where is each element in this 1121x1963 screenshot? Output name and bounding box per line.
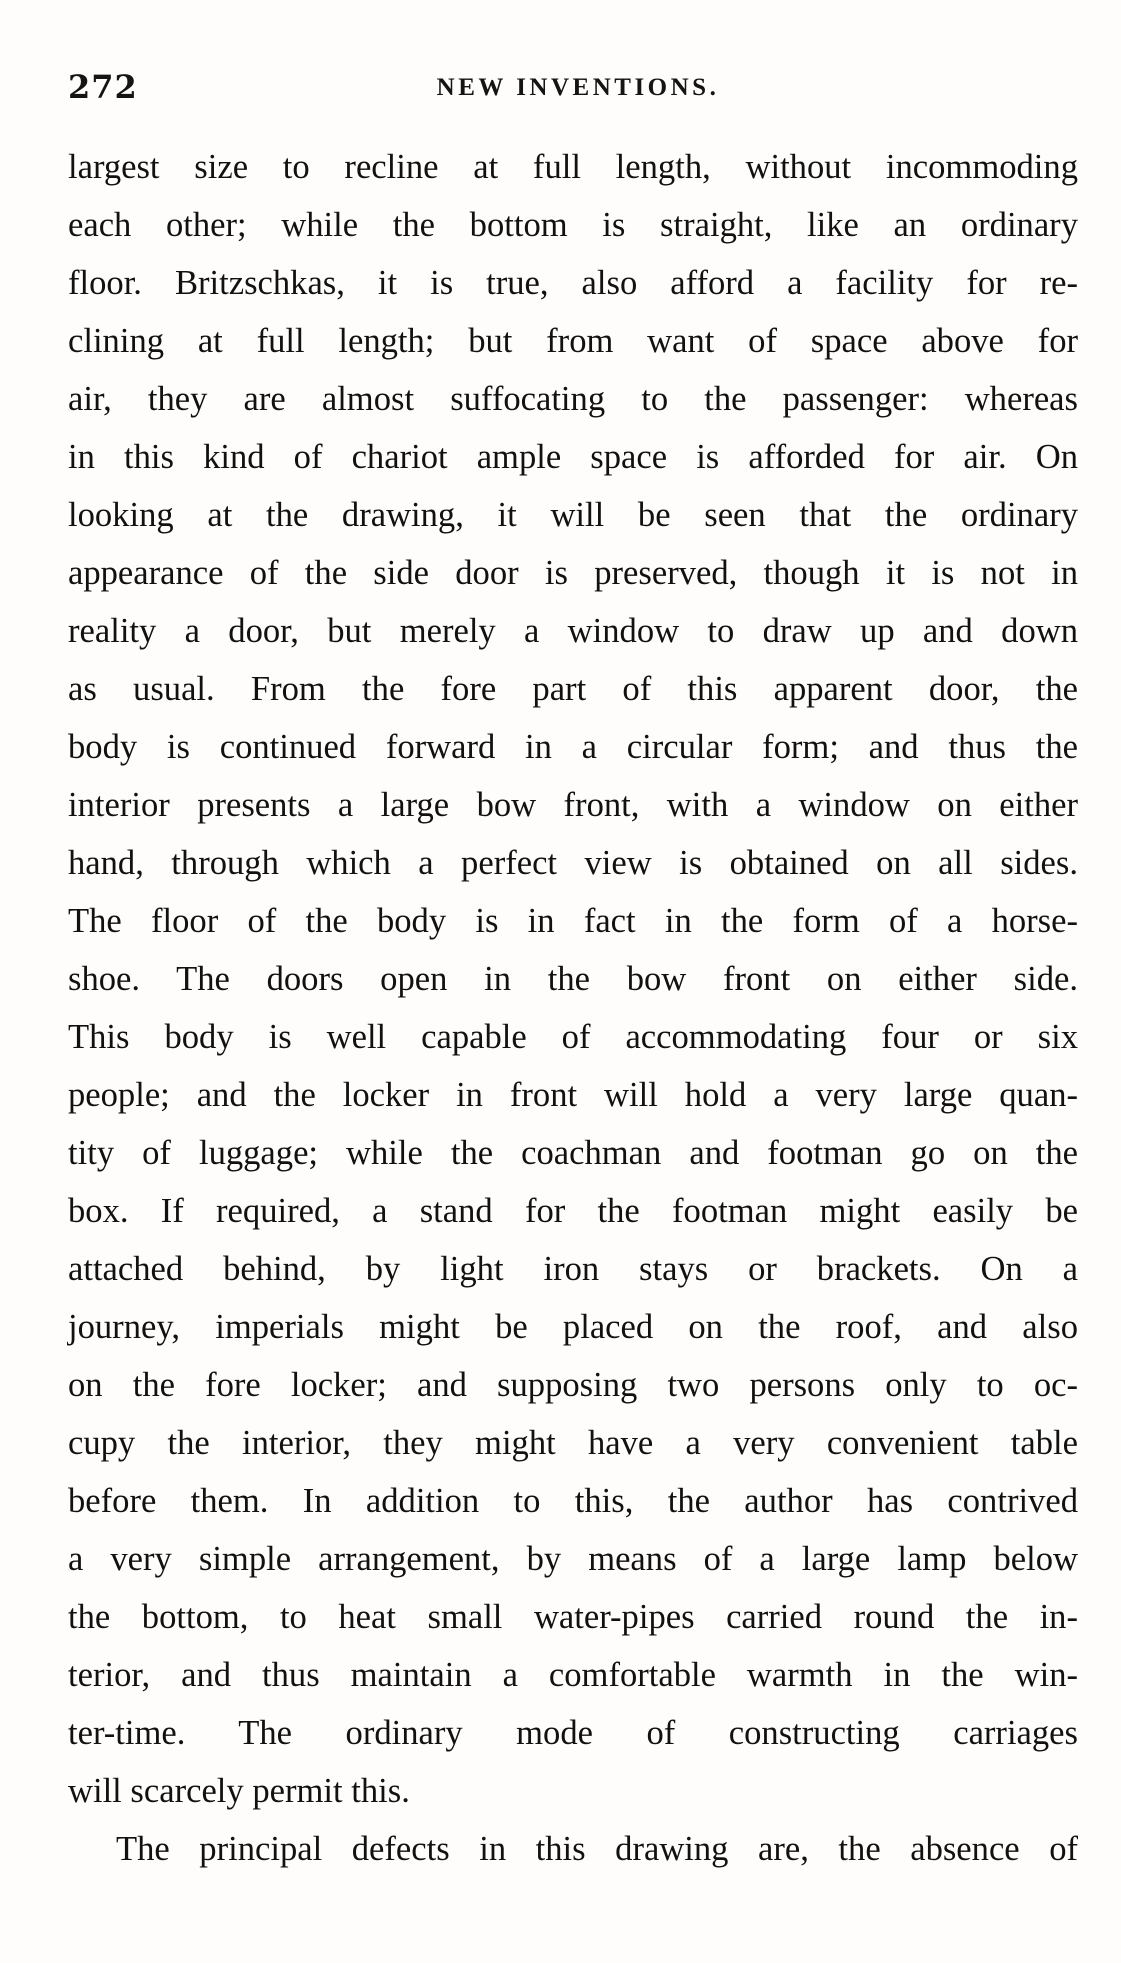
text-line: will scarcely permit this. [68,1772,410,1810]
text-line: shoe. The doors open in the bow front on either side. [68,960,1078,998]
text-line: clining at full length; but from want of space above for [68,322,1078,360]
text-line: as usual. From the fore part of this apparent door, the [68,670,1078,708]
text-line: appearance of the side door is preserved, though it is not in [68,554,1078,592]
text-line: interior presents a large bow front, with a window on either [68,786,1078,824]
text-line: in this kind of chariot ample space is afforded for air. On [68,438,1078,476]
body-text [68,138,1078,1878]
text-line: This body is well capable of accommodating four or six [68,1018,1078,1056]
text-line: looking at the drawing, it will be seen that the ordinary [68,496,1078,534]
text-line: before them. In addition to this, the author has contrived [68,1482,1078,1520]
text-line: The floor of the body is in fact in the form of a horse- [68,902,1078,940]
text-line: body is continued forward in a circular form; and thus the [68,728,1078,766]
running-title: NEW INVENTIONS. [436,74,720,101]
text-line: floor. Britzschkas, it is true, also afford a facility for re- [68,264,1078,302]
page-header [68,68,1078,108]
text-line: air, they are almost suffocating to the passenger: whereas [68,380,1078,418]
paragraph [68,1820,1078,1878]
text-line: people; and the locker in front will hold a very large quan- [68,1076,1078,1114]
text-line: attached behind, by light iron stays or brackets. On a [68,1250,1078,1288]
text-line: ter-time. The ordinary mode of constructing carriages [68,1714,1078,1752]
text-line: each other; while the bottom is straight, like an ordinary [68,206,1078,244]
text-line: largest size to recline at full length, without incommoding [68,148,1078,186]
text-line: journey, imperials might be placed on the roof, and also [68,1308,1078,1346]
page-number: 272 [68,68,138,106]
text-line: tity of luggage; while the coachman and footman go on the [68,1134,1078,1172]
text-line: the bottom, to heat small water-pipes carried round the in- [68,1598,1078,1636]
paragraph [68,138,1078,1820]
text-line: terior, and thus maintain a comfortable warmth in the win- [68,1656,1078,1694]
text-line: box. If required, a stand for the footman might easily be [68,1192,1078,1230]
text-line: a very simple arrangement, by means of a large lamp below [68,1540,1078,1578]
text-line: on the fore locker; and supposing two persons only to oc- [68,1366,1078,1404]
text-line: The principal defects in this drawing are, the absence of [116,1830,1078,1868]
text-line: cupy the interior, they might have a very convenient table [68,1424,1078,1462]
text-line: reality a door, but merely a window to draw up and down [68,612,1078,650]
text-line: hand, through which a perfect view is obtained on all sides. [68,844,1078,882]
